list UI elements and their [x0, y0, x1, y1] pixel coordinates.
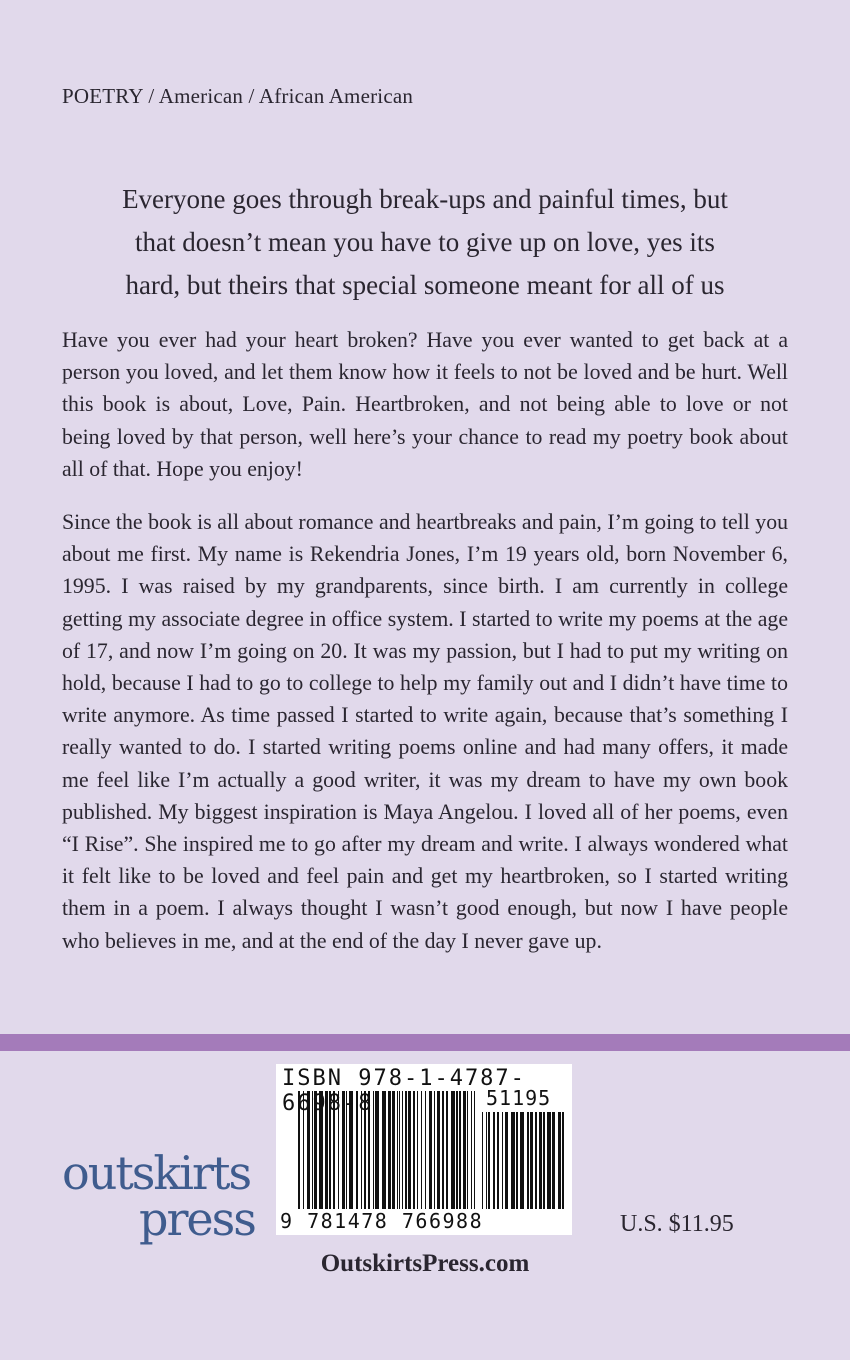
barcode-bar [547, 1112, 551, 1209]
divider-band [0, 1034, 850, 1051]
barcode-bar [543, 1112, 545, 1209]
price-code: 51195 [486, 1086, 552, 1110]
isbn-barcode [276, 1064, 572, 1235]
barcode-bar [482, 1112, 483, 1209]
tagline-line: Everyone goes through break-ups and painful times, but [122, 184, 728, 214]
tagline-line: that doesn’t mean you have to give up on love, yes its [135, 227, 715, 257]
ean-number: 9 781478 766988 [280, 1209, 484, 1233]
barcode-bar [552, 1112, 555, 1209]
barcode-bar [562, 1112, 564, 1209]
category-label: POETRY / American / African American [62, 84, 414, 108]
publisher-logo [62, 1146, 255, 1254]
barcode-bar [530, 1112, 533, 1209]
isbn-label: ISBN 978-1-4787-6698-8 [282, 1066, 526, 1116]
barcode-bar [516, 1112, 518, 1209]
barcode-bar [488, 1112, 490, 1209]
description-paragraph: Have you ever had your heart broken? Have you ever wanted to get back at a person you loved, and let them know how it feels to not be loved and be hurt. Well this book is about, Love, Pain. Heartbroken, and not being able to love or not being loved by that person, well here’s your chance to read my poetry book about all of that. Hope you enjoy! [62, 328, 788, 481]
barcode-bar [497, 1112, 499, 1209]
barcode-bar [558, 1112, 561, 1209]
logo-word-press: press [139, 1192, 255, 1246]
barcode-bar [486, 1112, 487, 1209]
author-bio-paragraph: Since the book is all about romance and heartbreaks and pain, I’m going to tell you about me first. My name is Rekendria Jones, I’m 19 years old, born November 6, 1995. I was raised by my grandparents, since birth. I am currently in college getting my associate degree in office system. I started to write my poems at the age of 17, and now I’m going on 20. It was my passion, but I had to put my writing on hold, because I had to go to college to help my family out and I didn’t have time to write anymore. As time passed I started to write again, because that’s something I really wanted to do. I started writing poems online and had many offers, it made me feel like I’m actually a good writer, it was my dream to have my own book published. My biggest inspiration is Maya Angelou. I loved all of her poems, even “I Rise”. She inspired me to go after my dream and write. I always wondered what it felt like to be loved and feel pain and get my heartbroken, so I started writing them in a poem. I always thought I wasn’t good enough, but now I have people who believes in me, and at the end of the day I never gave up. [62, 510, 788, 953]
tagline-line: hard, but theirs that special someone meant for all of us [125, 270, 725, 300]
barcode-bar [493, 1112, 495, 1209]
barcode-bar [502, 1112, 503, 1209]
barcode-bar [520, 1112, 524, 1209]
publisher-website: OutskirtsPress.com [320, 1250, 530, 1277]
barcode-bar [527, 1112, 529, 1209]
tagline [60, 178, 790, 307]
barcode-bar [535, 1112, 537, 1209]
barcode-bar [505, 1112, 508, 1209]
logo-word-outskirts: outskirts [62, 1146, 251, 1200]
barcode-bar [511, 1112, 515, 1209]
barcode-bar [539, 1112, 542, 1209]
price-label: U.S. $11.95 [620, 1211, 734, 1237]
